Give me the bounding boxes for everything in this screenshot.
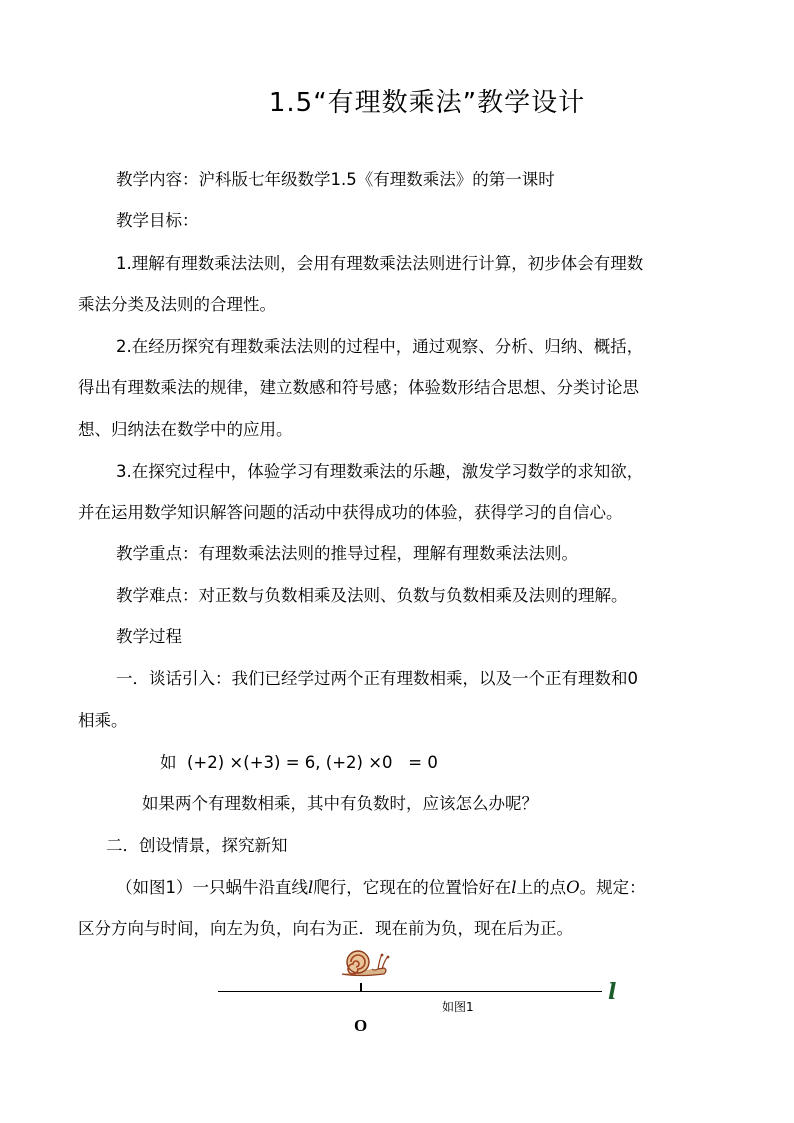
section1-line2: 相乘。 (78, 711, 128, 730)
origin-tick (360, 983, 362, 992)
scenario-line2: 区分方向与时间，向左为负，向右为正．现在前为负，现在后为正。 (78, 919, 573, 938)
goal3-line1: 3.在探究过程中，体验学习有理数乘法的乐趣，激发学习数学的求知欲， (116, 462, 644, 481)
goal3-line2: 并在运用数学知识解答问题的活动中获得成功的体验，获得学习的自信心。 (78, 503, 623, 522)
scenario-part3: 上的点 (516, 878, 567, 897)
goals-heading: 教学目标： (116, 211, 199, 230)
goal2-line1: 2.在经历探究有理数乘法法则的过程中，通过观察、分析、归纳、概括， (116, 337, 644, 356)
teaching-content: 教学内容：沪科版七年级数学1.5《有理数乘法》的第一课时 (116, 170, 555, 189)
section2-heading: 二．创设情景，探究新知 (106, 836, 288, 855)
origin-label: O (354, 1016, 368, 1035)
question: 如果两个有理数相乘，其中有负数时，应该怎么办呢？ (142, 794, 538, 813)
goal2-line2: 得出有理数乘法的规律，建立数感和符号感；体验数形结合思想、分类讨论思 (78, 378, 639, 397)
snail-figure (200, 945, 640, 1040)
scenario-l1: l (308, 878, 314, 897)
scenario-part4: 。规定： (579, 878, 646, 897)
scenario-line1 (116, 880, 646, 897)
goal1-line1: 1.理解有理数乘法法则，会用有理数乘法法则进行计算，初步体会有理数 (116, 254, 644, 273)
goal2-line3: 想、归纳法在数学中的应用。 (78, 420, 293, 439)
scenario-l2: l (511, 878, 517, 897)
example-equation: 如 (+2) ×(+3) = 6, (+2) ×0 = 0 (160, 753, 438, 772)
scenario-part2: 爬行，它现在的位置恰好在 (313, 878, 512, 897)
scenario-o: O (566, 878, 580, 897)
page-title: 1.5“有理数乘法”教学设计 (268, 88, 586, 118)
scenario-part1: （如图1）一只蜗牛沿直线 (116, 878, 308, 897)
line-label: l (608, 979, 617, 1005)
snail-icon (338, 947, 390, 979)
number-line (218, 991, 602, 992)
key-point: 教学重点：有理数乘法法则的推导过程，理解有理数乘法法则。 (116, 544, 578, 563)
goal1-line2: 乘法分类及法则的合理性。 (78, 295, 276, 314)
process-heading: 教学过程 (116, 627, 182, 646)
figure-caption: 如图1 (442, 1000, 474, 1014)
difficulty: 教学难点：对正数与负数相乘及法则、负数与负数相乘及法则的理解。 (116, 586, 628, 605)
section1-line1: 一．谈话引入：我们已经学过两个正有理数相乘，以及一个正有理数和0 (116, 669, 638, 688)
